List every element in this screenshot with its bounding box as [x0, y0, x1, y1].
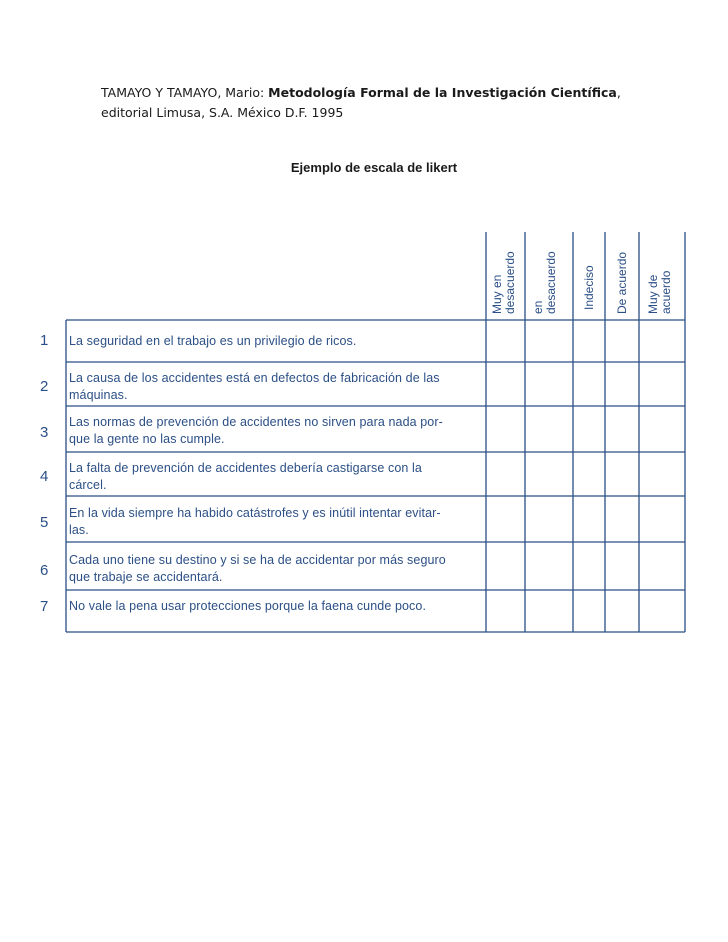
- likert-item-statement: La seguridad en el trabajo es un privilegio de ricos.: [69, 334, 357, 348]
- item-number: 6: [40, 562, 49, 579]
- item-number: 1: [40, 332, 49, 349]
- likert-item-statement: La causa de los accidentes está en defectos de fabricación de las máquinas.: [69, 371, 440, 402]
- scale-header-de-acuerdo: De acuerdo: [615, 251, 629, 314]
- citation-comma: ,: [616, 85, 621, 100]
- citation-author: TAMAYO Y TAMAYO, Mario:: [101, 85, 269, 100]
- citation-publisher: editorial Limusa, S.A. México D.F. 1995: [101, 105, 344, 120]
- item-number: 4: [40, 468, 49, 485]
- item-number: 2: [40, 378, 49, 395]
- likert-item-statement: En la vida siempre ha habido catástrofes y es inútil intentar evitar- las.: [69, 506, 441, 537]
- scale-header-muy-de-acuerdo: Muy de acuerdo: [646, 270, 673, 314]
- item-number: 7: [40, 598, 49, 615]
- item-number: 3: [40, 424, 49, 441]
- scale-header-en-desacuerdo: en desacuerdo: [531, 251, 558, 314]
- likert-item-statement: No vale la pena usar protecciones porque la faena cunde poco.: [69, 599, 427, 613]
- item-number: 5: [40, 514, 49, 531]
- page-title: Ejemplo de escala de likert: [290, 160, 458, 175]
- likert-item-statement: Cada uno tiene su destino y si se ha de accidentar por más seguro que trabaje se accidentará.: [69, 553, 446, 584]
- likert-item-statement: Las normas de prevención de accidentes no sirven para nada por- que la gente no las cumple.: [69, 415, 443, 446]
- citation-book-title: Metodología Formal de la Investigación Científica: [268, 85, 617, 100]
- scale-header-muy-en-desacuerdo: Muy en desacuerdo: [490, 251, 517, 314]
- likert-item-statement: La falta de prevención de accidentes debería castigarse con la cárcel.: [69, 461, 422, 492]
- scale-header-indeciso: Indeciso: [582, 265, 596, 310]
